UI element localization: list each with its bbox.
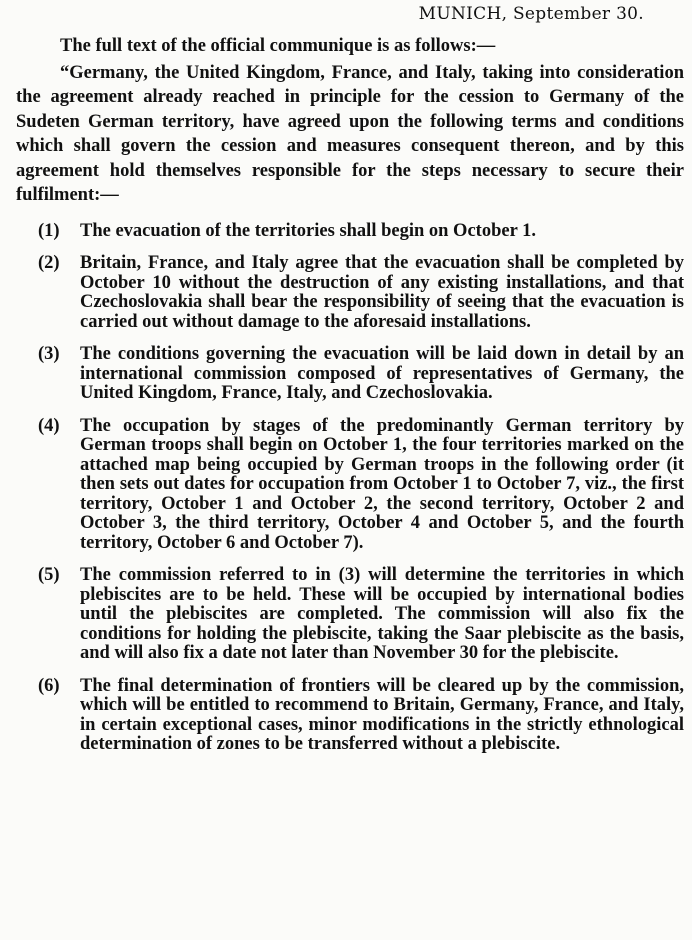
term-number: (3) [38, 344, 60, 364]
term-text: The final determination of frontiers will be cleared up by the commission, which will be entitled to recommend to Britain, Germany, France, and Italy, in certain exceptional cases, minor modifications in the strictly ethnological determination of zones to be transferred without a plebiscite. [80, 675, 684, 754]
term-item [16, 254, 684, 332]
term-text: The evacuation of the territories shall begin on October 1. [80, 220, 536, 241]
dateline: MUNICH, September 30. [418, 4, 644, 24]
term-text: The commission referred to in (3) will determine the territories in which plebiscites are to be held. These will be occupied by international bodies until the plebiscites are completed. The commission will also fix the conditions for holding the plebiscite, taking the Saar plebiscite as the basis, and will also fix a date not later than November 30 for the plebiscite. [80, 565, 684, 663]
intro-heading: The full text of the official communique is as follows:— [60, 36, 496, 56]
term-number: (4) [38, 415, 60, 436]
term-item [16, 345, 684, 404]
term-number: (6) [38, 675, 60, 696]
term-number: (2) [38, 253, 60, 273]
term-text: The conditions governing the evacuation will be laid down in detail by an international commission composed of representatives of Germany, the United Kingdom, France, Italy, and Czechoslovakia. [80, 344, 684, 403]
preamble-paragraph: “Germany, the United Kingdom, France, and Italy, taking into consideration the agreement already reached in principle for the cession to Germany of the Sudeten German territory, have agreed upon the following terms and conditions which shall govern the cession and measures consequent thereon, and by this agreement hold themselves responsible for the steps necessary to secure their fulfilment:— [16, 62, 684, 205]
term-text: Britain, France, and Italy agree that the evacuation shall be completed by October 10 without the destruction of any existing installations, and that Czechoslovakia shall bear the responsibility of seeing that the evacuation is carried out without damage to the aforesaid installations. [80, 253, 684, 332]
term-item [16, 222, 684, 242]
terms-list [16, 222, 684, 755]
term-number: (5) [38, 565, 60, 585]
term-text: The occupation by stages of the predominantly German territory by German troops shall begin on October 1, the four territories marked on the attached map being occupied by German troops in the following order (it then sets out dates for occupation from October 1 to October 7, viz., the first territory, October 1 and October 2, the second territory, October 2 and October 3, the third territory, October 4 and October 5, and the fourth territory, October 6 and October 7). [80, 415, 684, 553]
term-item [16, 566, 684, 664]
term-item [16, 677, 684, 755]
term-number: (1) [38, 220, 60, 241]
term-item [16, 417, 684, 554]
